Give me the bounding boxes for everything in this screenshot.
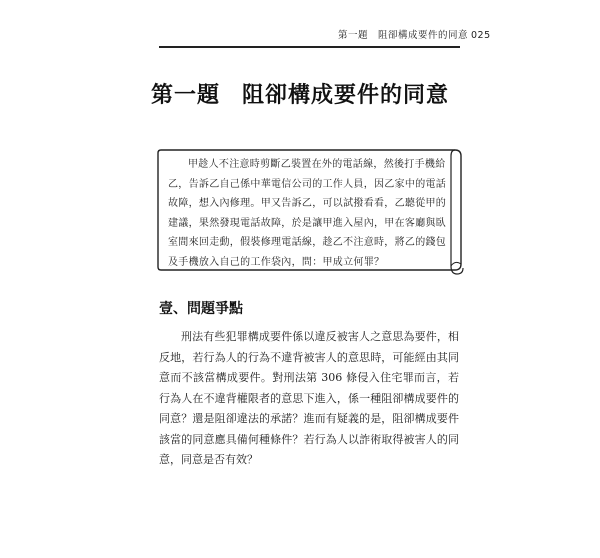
case-text: 甲趁人不注意時剪斷乙裝置在外的電話線，然後打手機給乙，告訴乙自己係中華電信公司的工作人員，因乙家中的電話故障，想入內修理。甲又告訴乙，可以試撥看看，乙聽從甲的建議，果然發現電話故障，於是讓甲進入屋內，甲在客廳與臥室間來回走動，假裝修理電話線，趁乙不注意時，將乙的錢包及手機放入自己的工作袋內，問：甲成立何罪？: [168, 159, 447, 268]
chapter-heading: 阻卻構成要件的同意: [242, 83, 450, 108]
running-title: 第一題 阻卻構成要件的同意: [338, 30, 469, 41]
section-heading: 壹、問題爭點: [159, 301, 243, 317]
chapter-label: 第一題: [150, 83, 220, 108]
header-rule: [159, 46, 460, 48]
page-number: 025: [471, 30, 491, 41]
body-paragraph: 刑法有些犯罪構成要件係以違反被害人之意思為要件，相反地，若行為人的行為不違背被害人的意思時，可能經由其同意而不該當構成要件。對刑法第 306 條侵入住宅罪而言，若行為人在不違背權限者的意思下進入，係一種阻卻構成要件的同意？還是阻卻違法的承諾？進而有疑義的是，阻卻構成要件該當的同意應具備何種條件？若行為人以詐術取得被害人的同意，同意是否有效？: [159, 330, 459, 466]
running-header: [338, 27, 491, 41]
chapter-title: [0, 78, 600, 109]
case-scroll-box: [155, 148, 465, 276]
